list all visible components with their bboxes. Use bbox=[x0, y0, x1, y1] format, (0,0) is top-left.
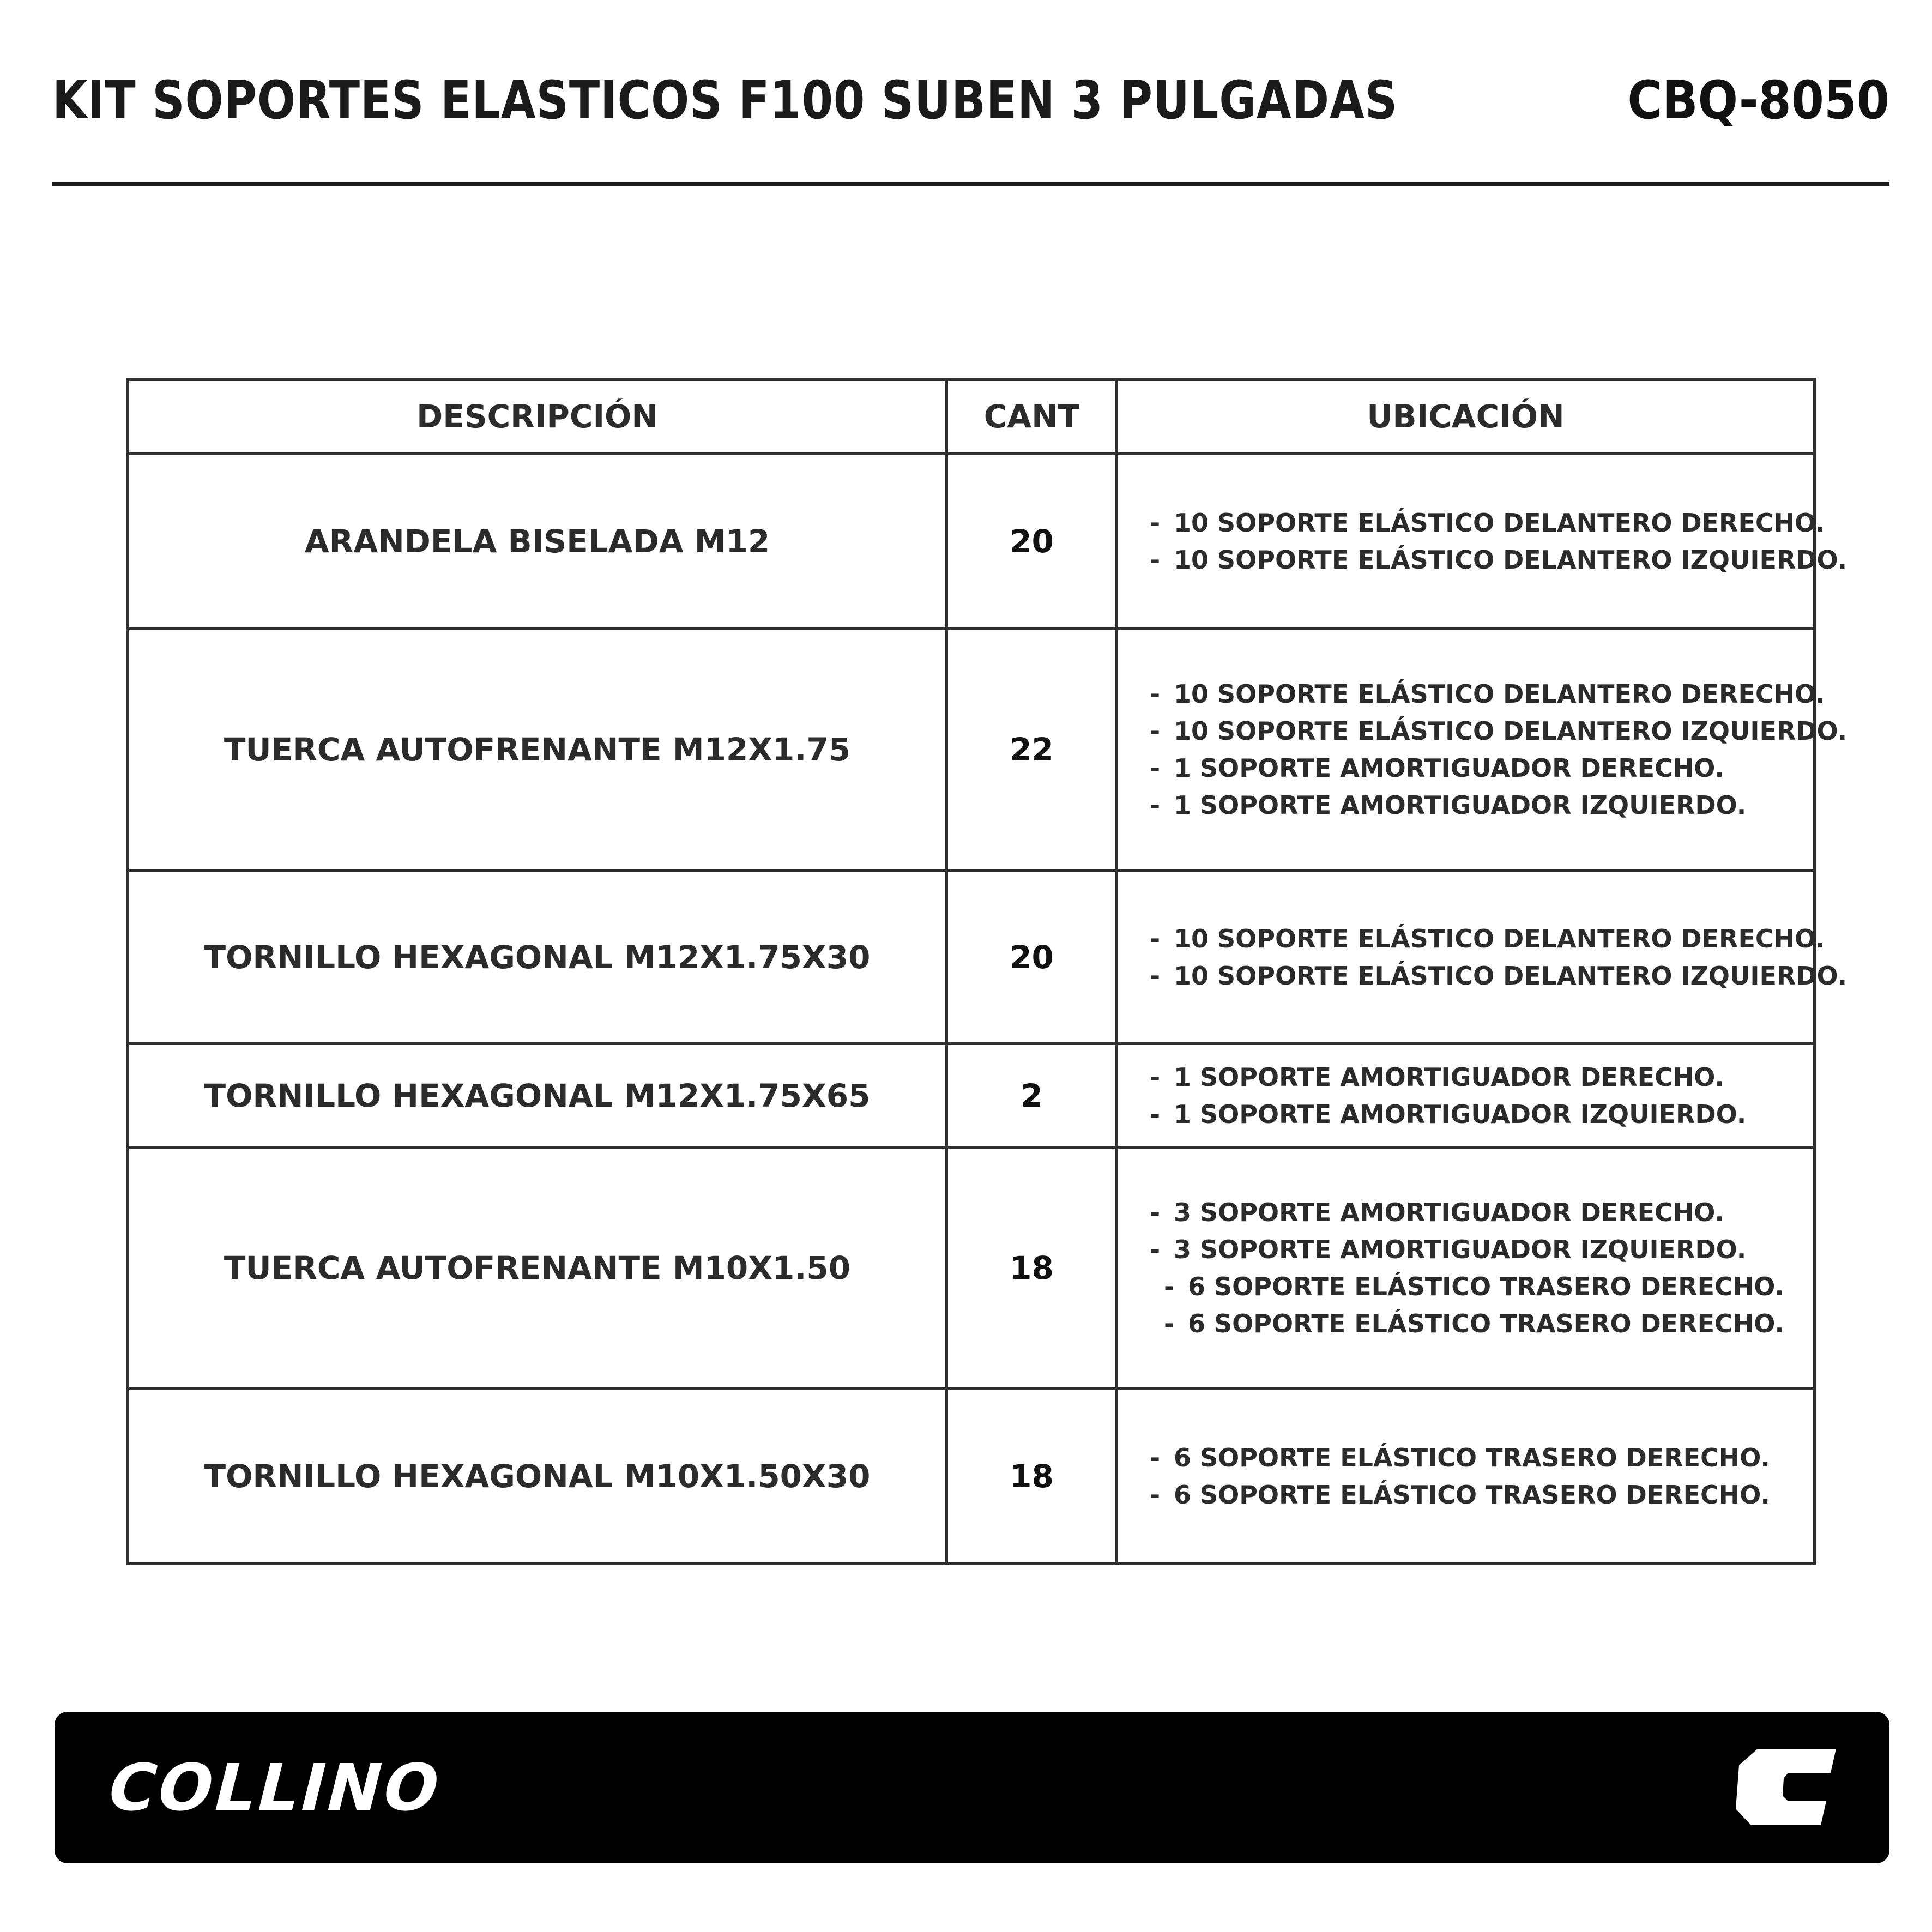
row-locations bbox=[1117, 629, 1848, 871]
location-line: - 1 SOPORTE AMORTIGUADOR DERECHO. bbox=[1150, 753, 1724, 783]
location-line: - 10 SOPORTE ELÁSTICO DELANTERO IZQUIERDO. bbox=[1150, 716, 1848, 746]
row-description: TORNILLO HEXAGONAL M12X1.75X65 bbox=[128, 1044, 947, 1148]
header-description: DESCRIPCIÓN bbox=[128, 379, 947, 454]
row-description: ARANDELA BISELADA M12 bbox=[128, 454, 947, 629]
row-locations bbox=[1117, 1044, 1815, 1148]
row-quantity: 20 bbox=[947, 871, 1117, 1044]
location-line: - 10 SOPORTE ELÁSTICO DELANTERO DERECHO. bbox=[1150, 923, 1825, 953]
location-line: - 10 SOPORTE ELÁSTICO DELANTERO DERECHO. bbox=[1150, 679, 1825, 709]
location-line: - 1 SOPORTE AMORTIGUADOR IZQUIERDO. bbox=[1150, 790, 1747, 820]
location-line: - 10 SOPORTE ELÁSTICO DELANTERO IZQUIERDO. bbox=[1150, 545, 1848, 575]
row-description: TORNILLO HEXAGONAL M12X1.75X30 bbox=[128, 871, 947, 1044]
row-description: TORNILLO HEXAGONAL M10X1.50X30 bbox=[128, 1389, 947, 1564]
location-line: - 6 SOPORTE ELÁSTICO TRASERO DERECHO. bbox=[1164, 1309, 1784, 1338]
location-line: - 10 SOPORTE ELÁSTICO DELANTERO DERECHO. bbox=[1150, 508, 1825, 538]
location-line: - 10 SOPORTE ELÁSTICO DELANTERO IZQUIERDO. bbox=[1150, 961, 1848, 991]
table-row bbox=[128, 1148, 1815, 1389]
header-divider bbox=[52, 182, 1889, 186]
parts-table bbox=[126, 378, 1848, 1565]
row-quantity: 18 bbox=[947, 1389, 1117, 1564]
collino-c-logo-icon bbox=[1736, 1749, 1836, 1825]
row-locations bbox=[1117, 871, 1848, 1044]
table-row bbox=[128, 1389, 1815, 1564]
row-description: TUERCA AUTOFRENANTE M12X1.75 bbox=[128, 629, 947, 871]
location-line: - 6 SOPORTE ELÁSTICO TRASERO DERECHO. bbox=[1150, 1480, 1770, 1510]
location-line: - 3 SOPORTE AMORTIGUADOR DERECHO. bbox=[1150, 1198, 1724, 1227]
table-row bbox=[128, 871, 1815, 1044]
table-row bbox=[128, 629, 1815, 871]
location-line: - 1 SOPORTE AMORTIGUADOR IZQUIERDO. bbox=[1150, 1099, 1747, 1129]
location-line: - 6 SOPORTE ELÁSTICO TRASERO DERECHO. bbox=[1164, 1272, 1784, 1301]
footer-bar bbox=[55, 1712, 1889, 1863]
row-quantity: 20 bbox=[947, 454, 1117, 629]
row-description: TUERCA AUTOFRENANTE M10X1.50 bbox=[128, 1148, 947, 1389]
table-header-row bbox=[128, 379, 1815, 454]
product-code: CBQ-8050 bbox=[1627, 70, 1889, 131]
brand-wordmark: COLLINO bbox=[99, 1750, 450, 1825]
table-row bbox=[128, 1044, 1815, 1148]
header-quantity: CANT bbox=[947, 379, 1117, 454]
header-location: UBICACIÓN bbox=[1117, 379, 1815, 454]
page-title: KIT SOPORTES ELASTICOS F100 SUBEN 3 PULGADAS bbox=[52, 70, 1398, 131]
location-line: - 6 SOPORTE ELÁSTICO TRASERO DERECHO. bbox=[1150, 1443, 1770, 1472]
row-locations bbox=[1117, 1148, 1815, 1389]
row-quantity: 22 bbox=[947, 629, 1117, 871]
row-quantity: 18 bbox=[947, 1148, 1117, 1389]
row-locations bbox=[1117, 454, 1848, 629]
row-quantity: 2 bbox=[947, 1044, 1117, 1148]
table-row bbox=[128, 454, 1815, 629]
row-locations bbox=[1117, 1389, 1815, 1564]
location-line: - 3 SOPORTE AMORTIGUADOR IZQUIERDO. bbox=[1150, 1235, 1747, 1264]
location-line: - 1 SOPORTE AMORTIGUADOR DERECHO. bbox=[1150, 1062, 1724, 1092]
